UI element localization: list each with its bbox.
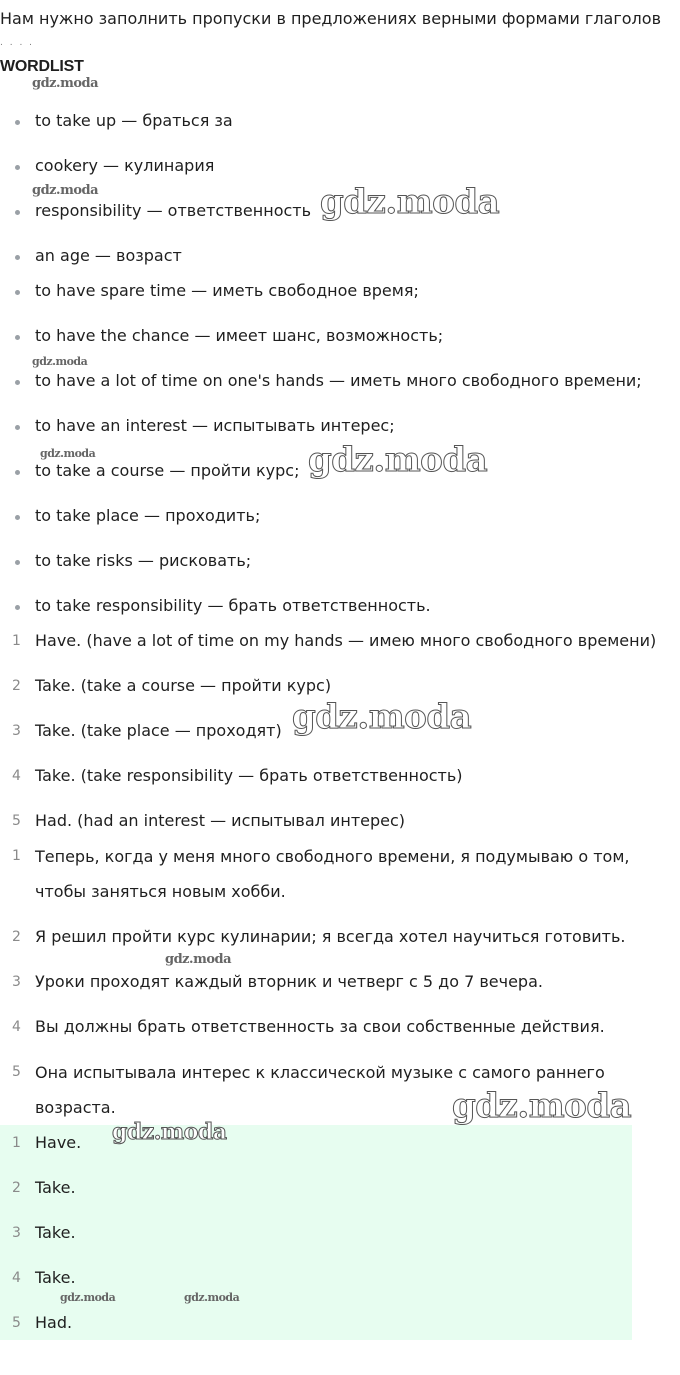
watermark-logo: gdz.moda [320, 182, 500, 222]
bullet-icon [15, 470, 20, 475]
intro-text: Нам нужно заполнить пропуски в предложениях верными формами глаголов [0, 9, 661, 28]
bullet-icon [15, 335, 20, 340]
bullet-icon [15, 380, 20, 385]
bullet-icon [15, 425, 20, 430]
watermark-logo: gdz.moda [292, 697, 472, 737]
bullet-icon [15, 515, 20, 520]
watermark-logo: gdz.moda [184, 1291, 240, 1304]
watermark-logo: gdz.moda [112, 1119, 227, 1145]
bullet-icon [15, 255, 20, 260]
bullet-icon [15, 290, 20, 295]
bullet-icon [15, 210, 20, 215]
bullet-icon [15, 120, 20, 125]
bullet-icon [15, 165, 20, 170]
watermark-logo: gdz.moda [40, 447, 96, 460]
bullet-icon [15, 560, 20, 565]
bullet-icon [15, 605, 20, 610]
intro-continuation: . . . . [0, 38, 35, 48]
watermark-logo: gdz.moda [452, 1086, 632, 1126]
watermark-logo: gdz.moda [32, 355, 88, 368]
final-answers-panel [0, 1125, 632, 1340]
watermark-logo: gdz.moda [60, 1291, 116, 1304]
watermark-logo: gdz.moda [32, 76, 99, 91]
watermark-logo: gdz.moda [308, 440, 488, 480]
wordlist-heading: WORDLIST [0, 58, 84, 75]
translation-item: 5 Она испытывала интерес к классической музыке с самого раннего возраста. [12, 1063, 605, 1117]
watermark-logo: gdz.moda [165, 952, 232, 967]
translation-item: 1 Теперь, когда у меня много свободного времени, я подумываю о том, чтобы заняться новым хобби. [12, 847, 630, 901]
watermark-logo: gdz.moda [32, 183, 99, 198]
